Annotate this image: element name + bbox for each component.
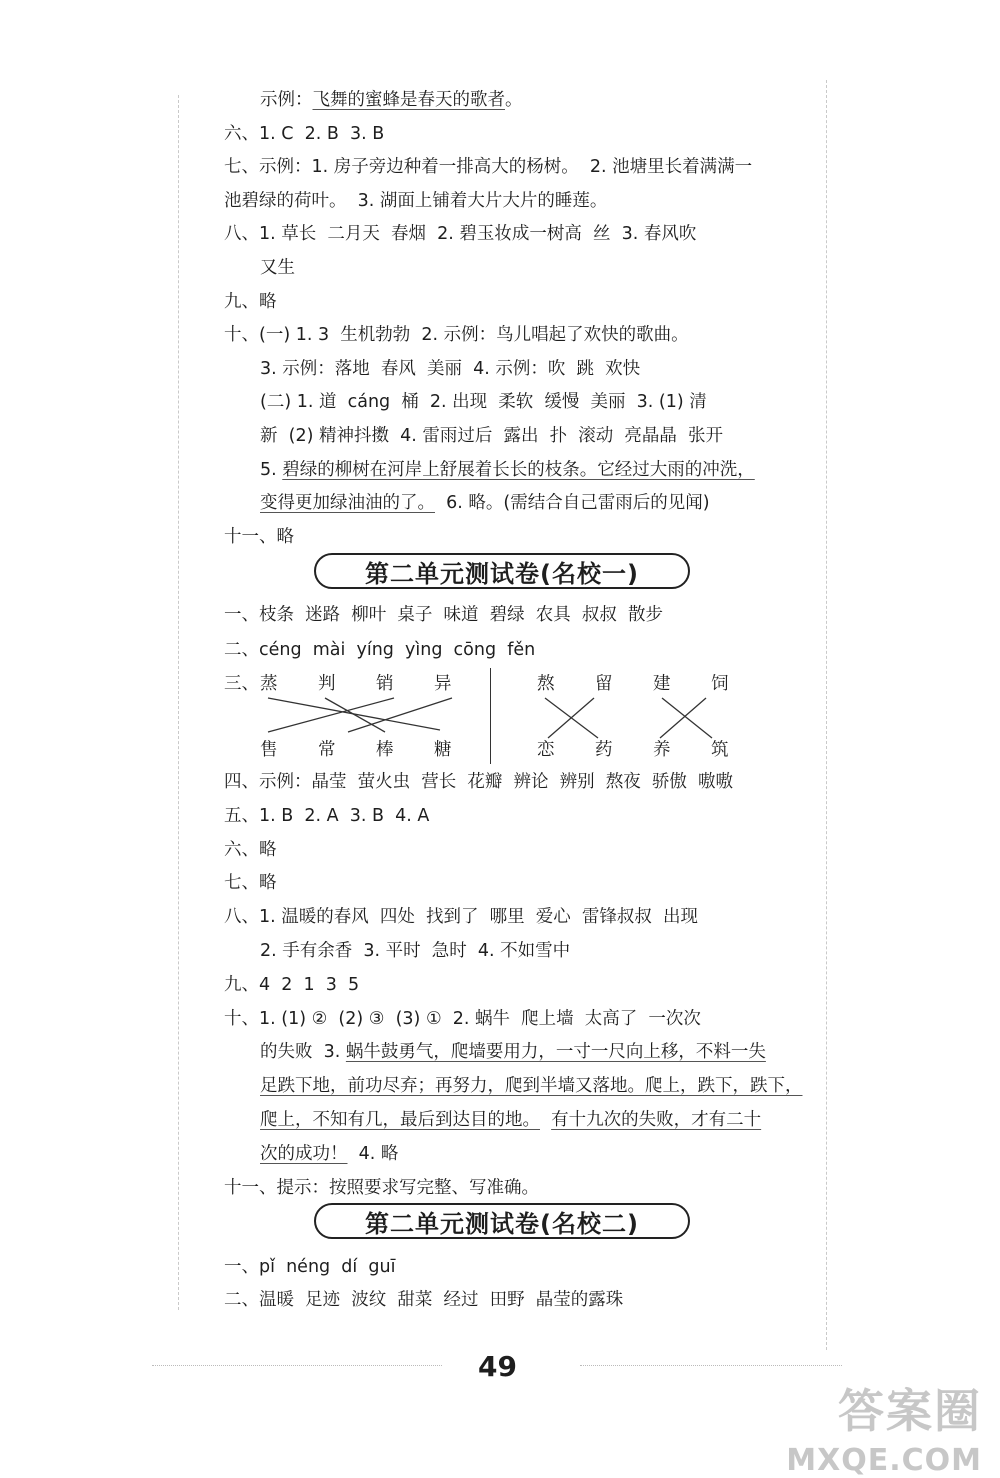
answer-line bbox=[224, 973, 359, 997]
answer-text: 温暖 足迹 波纹 甜菜 经过 田野 晶莹的露珠 bbox=[259, 1290, 624, 1310]
match-char: 留 bbox=[595, 674, 613, 694]
section-title-2 bbox=[314, 1203, 690, 1239]
answer-text: 4. 略 bbox=[347, 1143, 399, 1164]
match-char: 判 bbox=[318, 674, 336, 694]
answer-line bbox=[224, 525, 294, 549]
question-number: 七、 bbox=[224, 157, 259, 178]
answer-line bbox=[224, 871, 277, 895]
match-char: 恋 bbox=[537, 740, 555, 760]
answer-line bbox=[260, 256, 295, 280]
underlined-answer-text: 碧绿的柳树在河岸上舒展着长长的枝条。它经过大雨的冲洗， bbox=[282, 459, 755, 480]
question-number: 二、 bbox=[224, 640, 259, 660]
answer-text: 略 bbox=[259, 873, 277, 894]
answer-line bbox=[224, 189, 607, 213]
question-number: 六、 bbox=[224, 839, 259, 860]
match-line bbox=[660, 698, 706, 738]
match-char: 药 bbox=[595, 740, 613, 760]
underlined-answer-text: 次的成功！ bbox=[260, 1143, 348, 1164]
question-number: 八、 bbox=[224, 224, 259, 245]
answer-text: 示例：晶莹 萤火虫 营长 花瓣 辨论 辨别 熬夜 骄傲 嗷嗷 bbox=[259, 772, 734, 792]
answer-text: 6. 略。(需结合自己雷雨后的见闻) bbox=[435, 493, 710, 514]
answer-line bbox=[224, 770, 733, 794]
answer-text: 2. 手有余香 3. 平时 急时 4. 不如雪中 bbox=[260, 941, 571, 961]
answer-text: 提示：按照要求写完整、写准确。 bbox=[276, 1177, 539, 1198]
question-number: 八、 bbox=[224, 907, 259, 928]
answer-text: 池碧绿的荷叶。 3. 湖面上铺着大片大片的睡莲。 bbox=[224, 190, 608, 211]
question-number: 九、 bbox=[224, 291, 259, 312]
answer-line bbox=[224, 838, 277, 862]
answer-line bbox=[260, 1142, 398, 1166]
answer-line bbox=[260, 357, 640, 381]
question-number: 十、 bbox=[224, 325, 259, 346]
underlined-answer-text: 蜗牛鼓勇气，爬墙要用力，一寸一尺向上移，不料一失 bbox=[345, 1042, 766, 1063]
underlined-answer-text: 有十九次的失败，才有二十 bbox=[551, 1110, 762, 1130]
watermark-line-1: 答案圈 bbox=[838, 1384, 982, 1438]
answer-line bbox=[224, 1255, 395, 1279]
question-number: 十、 bbox=[224, 1008, 259, 1029]
answer-line bbox=[224, 1288, 623, 1312]
matching-lines bbox=[0, 668, 1000, 768]
answer-text: 1. 草长 二月天 春烟 2. 碧玉妆成一树高 丝 3. 春风吹 bbox=[259, 224, 697, 245]
question-number: 十一、 bbox=[224, 1177, 277, 1198]
answer-text: 5. bbox=[260, 459, 283, 480]
answer-text: 1. C 2. B 3. B bbox=[259, 123, 385, 144]
answer-text: 示例： bbox=[260, 90, 313, 110]
question-number: 五、 bbox=[224, 805, 259, 826]
question-number: 九、 bbox=[224, 974, 259, 995]
answer-line bbox=[224, 290, 277, 314]
answer-line bbox=[260, 491, 710, 515]
answer-text: (二) 1. 道 cáng 桶 2. 出现 柔软 缓慢 美丽 3. (1) 清 bbox=[260, 392, 707, 413]
question-number: 二、 bbox=[224, 1290, 259, 1310]
footer-rule-right bbox=[580, 1365, 842, 1368]
match-char: 筑 bbox=[711, 740, 729, 760]
answer-text: 1. (1) ② (2) ③ (3) ① 2. 蜗牛 爬上墙 太高了 一次次 bbox=[259, 1008, 701, 1029]
match-char: 异 bbox=[434, 674, 452, 694]
answer-line bbox=[260, 1074, 803, 1098]
match-line bbox=[548, 698, 594, 738]
answer-line bbox=[260, 1040, 766, 1064]
match-char: 糖 bbox=[434, 740, 452, 760]
answer-line bbox=[260, 1108, 761, 1132]
answer-text: 。 bbox=[505, 90, 523, 110]
answer-line bbox=[224, 804, 429, 828]
underlined-answer-text: 变得更加绿油油的了。 bbox=[260, 493, 435, 514]
question-number: 四、 bbox=[224, 772, 259, 792]
match-char: 棒 bbox=[376, 740, 394, 760]
answer-line bbox=[260, 458, 755, 482]
match-char: 建 bbox=[653, 674, 671, 694]
answer-text: 略 bbox=[259, 291, 277, 312]
answer-text: 略 bbox=[259, 839, 277, 860]
question-number: 一、 bbox=[224, 605, 259, 625]
question-number: 七、 bbox=[224, 873, 259, 894]
page-number: 49 bbox=[478, 1350, 517, 1383]
watermark-logo bbox=[786, 1375, 982, 1478]
answer-line bbox=[260, 424, 723, 448]
section-title-1 bbox=[314, 553, 690, 589]
answer-text: 1. B 2. A 3. B 4. A bbox=[259, 805, 430, 826]
section-title-2-text: 第二单元测试卷(名校二) bbox=[365, 1209, 639, 1238]
matching-exercise bbox=[0, 668, 1000, 768]
answer-text: 新 (2) 精神抖擞 4. 雷雨过后 露出 扑 滚动 亮晶晶 张开 bbox=[260, 426, 723, 446]
answer-line bbox=[260, 88, 523, 112]
section-title-1-text: 第二单元测试卷(名校一) bbox=[365, 559, 639, 588]
footer-rule-left bbox=[152, 1365, 442, 1368]
underlined-answer-text: 爬上，不知有几，最后到达目的地。 bbox=[260, 1110, 540, 1130]
match-char: 养 bbox=[653, 740, 671, 760]
match-char: 售 bbox=[260, 740, 278, 760]
answer-line bbox=[224, 905, 698, 929]
answer-text: céng mài yíng yìng cōng fěn bbox=[259, 640, 536, 660]
match-char: 常 bbox=[318, 740, 336, 760]
answer-text: 3. 示例：落地 春风 美丽 4. 示例：吹 跳 欢快 bbox=[260, 358, 641, 379]
answer-line bbox=[224, 222, 696, 246]
matching-label: 三、 bbox=[224, 674, 259, 694]
answer-line bbox=[224, 1176, 539, 1200]
answer-text: pǐ néng dí guī bbox=[259, 1257, 396, 1277]
answer-text: 略 bbox=[276, 526, 294, 547]
answer-text: 枝条 迷路 柳叶 桌子 味道 碧绿 农具 叔叔 散步 bbox=[259, 605, 664, 625]
answer-line bbox=[224, 638, 535, 662]
match-char: 熬 bbox=[537, 674, 555, 694]
answer-text: 1. 温暖的春风 四处 找到了 哪里 爱心 雷锋叔叔 出现 bbox=[259, 907, 699, 928]
answer-line bbox=[260, 939, 570, 963]
answer-line bbox=[224, 122, 384, 146]
match-char: 蒸 bbox=[260, 674, 278, 694]
answer-text: (一) 1. 3 生机勃勃 2. 示例：鸟儿唱起了欢快的歌曲。 bbox=[259, 325, 689, 346]
answer-text: 又生 bbox=[260, 258, 295, 278]
answer-text: 示例：1. 房子旁边种着一排高大的杨树。 2. 池塘里长着满满一 bbox=[259, 157, 753, 178]
watermark-line-2: MXQE.COM bbox=[786, 1443, 982, 1478]
answer-text: 的失败 3. bbox=[260, 1042, 346, 1063]
answer-line bbox=[224, 155, 752, 179]
underlined-answer-text: 足跌下地，前功尽弃；再努力，爬到半墙又落地。爬上，跌下，跌下， bbox=[260, 1076, 803, 1097]
answer-text: 4 2 1 3 5 bbox=[259, 974, 360, 995]
answer-text bbox=[540, 1110, 551, 1130]
question-number: 一、 bbox=[224, 1257, 259, 1277]
answer-line bbox=[224, 1007, 701, 1031]
answer-line bbox=[224, 323, 689, 347]
answer-line bbox=[260, 390, 707, 414]
match-char: 销 bbox=[376, 674, 394, 694]
question-number: 六、 bbox=[224, 123, 259, 144]
match-char: 饲 bbox=[711, 674, 729, 694]
match-line bbox=[348, 698, 452, 732]
question-number: 十一、 bbox=[224, 526, 277, 547]
answer-line bbox=[224, 603, 663, 627]
match-line bbox=[662, 698, 712, 738]
underlined-answer-text: 飞舞的蜜蜂是春天的歌者 bbox=[312, 90, 505, 110]
